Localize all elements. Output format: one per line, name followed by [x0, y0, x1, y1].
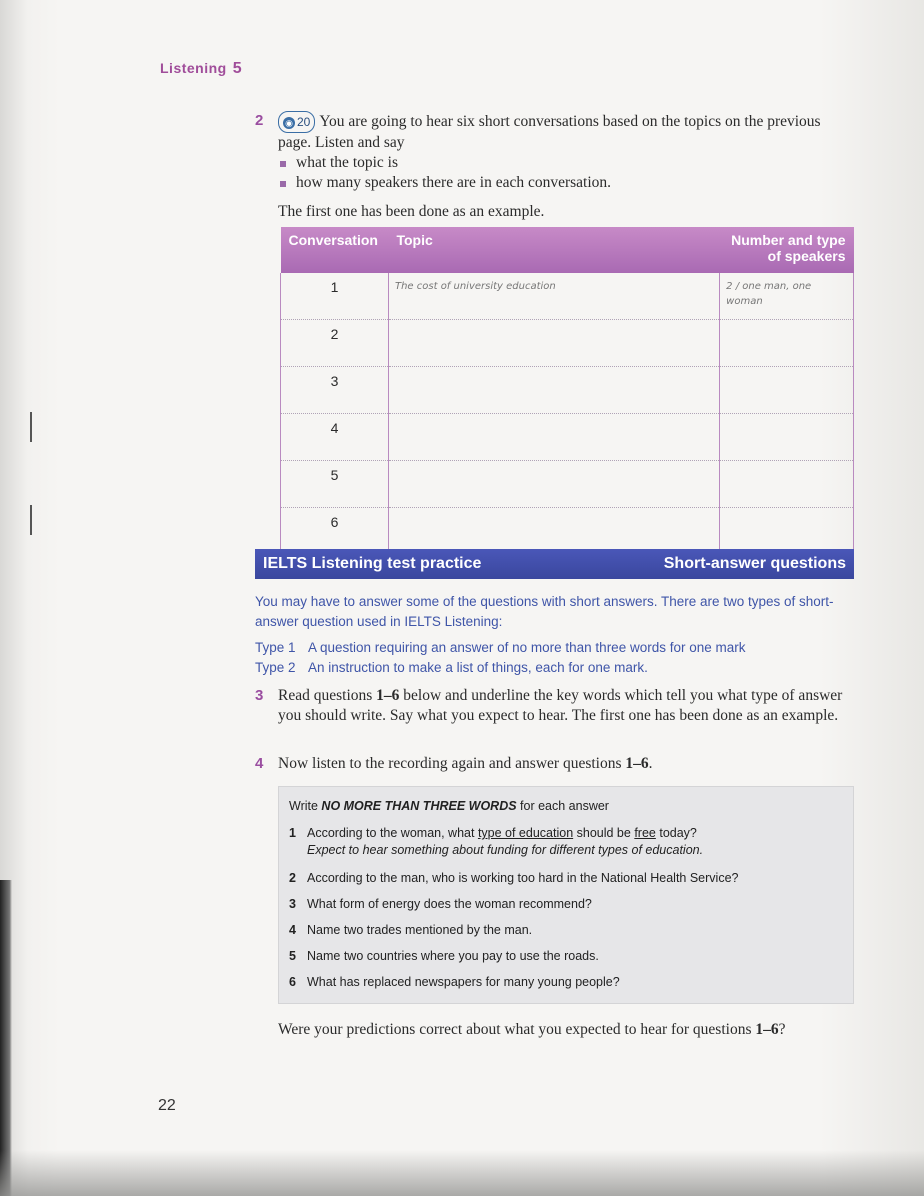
topic-cell[interactable] — [388, 273, 719, 320]
question-text: According to the woman, what — [307, 826, 478, 840]
question-number: 4 — [289, 923, 296, 937]
column-header-conversation: Conversation — [281, 227, 389, 273]
question-text: Name two countries where you pay to use the roads. — [307, 949, 599, 963]
type-label: Type 2 — [255, 660, 296, 675]
question-text: Name two trades mentioned by the man. — [307, 923, 533, 937]
conversation-number: 6 — [281, 508, 389, 555]
question-number-3: 3 — [255, 687, 264, 704]
type-text: A question requiring an answer of no more than three words for one mark — [308, 640, 746, 655]
short-answer-question — [289, 896, 592, 913]
question-number: 1 — [289, 826, 296, 840]
conversation-number: 1 — [281, 273, 389, 320]
bullet-item: what the topic is — [278, 153, 848, 173]
closing-question — [278, 1020, 848, 1040]
conversation-table — [280, 227, 854, 555]
conversation-number: 5 — [281, 461, 389, 508]
question-text: According to the man, who is working too hard in the National Health Service? — [307, 871, 739, 885]
type-item — [255, 658, 746, 678]
cd-icon: ◉ — [283, 117, 295, 129]
question-number: 3 — [289, 897, 296, 911]
example-hint: Expect to hear something about funding for different types of education. — [307, 843, 704, 857]
section-banner — [255, 549, 854, 579]
instruction-emphasis: NO MORE THAN THREE WORDS — [321, 799, 517, 813]
question-text: should be — [573, 826, 635, 840]
speakers-cell[interactable] — [720, 320, 854, 367]
bullet-item: how many speakers there are in each conversation. — [278, 173, 848, 193]
q3-range: 1–6 — [376, 687, 400, 704]
handwritten-answer: 2 / one man, one woman — [726, 281, 812, 307]
question-types — [255, 638, 746, 678]
question-number: 2 — [289, 871, 296, 885]
underlined-keyword: type of education — [477, 826, 574, 840]
topic-cell[interactable] — [388, 508, 719, 555]
q3-text-part: below and underline the key words which tell you what type of answer you should write. Say what you expect to hear. The first one has been done as an example. — [278, 687, 843, 724]
short-answer-question — [289, 974, 620, 991]
page-bottom-shadow — [0, 1150, 924, 1196]
box-instruction — [289, 799, 609, 813]
table-row — [281, 273, 854, 320]
conversation-number: 4 — [281, 414, 389, 461]
audio-track-number: 20 — [297, 115, 311, 129]
table-row — [281, 508, 854, 555]
closing-range: 1–6 — [755, 1021, 779, 1038]
conversation-number: 3 — [281, 367, 389, 414]
closing-text: Were your predictions correct about what you expected to hear for questions — [278, 1021, 756, 1038]
table-row — [281, 461, 854, 508]
q3-text-part: Read questions — [278, 687, 377, 704]
type-label: Type 1 — [255, 640, 296, 655]
speakers-cell[interactable] — [720, 367, 854, 414]
question-text: today? — [655, 826, 697, 840]
question-text: What has replaced newspapers for many young people? — [307, 975, 620, 989]
q4-text-part: Now listen to the recording again and answer questions — [278, 755, 626, 772]
question-number: 5 — [289, 949, 296, 963]
conversation-number: 2 — [281, 320, 389, 367]
page-number: 22 — [158, 1097, 176, 1114]
handwritten-answer: The cost of university education — [394, 281, 556, 292]
q4-range: 1–6 — [625, 755, 649, 772]
speakers-cell[interactable] — [720, 273, 854, 320]
topic-cell[interactable] — [388, 414, 719, 461]
question-text: What form of energy does the woman recommend? — [307, 897, 592, 911]
question-2-text: You are going to hear six short conversations based on the topics on the previous page. Listen and say — [278, 113, 821, 151]
question-4-text — [278, 754, 848, 774]
question-number: 6 — [289, 975, 296, 989]
banner-subtitle: Short-answer questions — [663, 555, 846, 572]
banner-title: IELTS Listening test practice — [263, 555, 482, 572]
speakers-cell[interactable] — [720, 461, 854, 508]
table-header-row — [281, 227, 854, 273]
question-box — [278, 786, 854, 1004]
type-item — [255, 638, 746, 658]
audio-track-badge[interactable] — [278, 111, 315, 133]
underlined-keyword: free — [634, 826, 656, 840]
question-number-2: 2 — [255, 112, 264, 129]
instruction-part: Write — [289, 799, 322, 813]
question-2-prompt — [278, 111, 848, 153]
intro-text: You may have to answer some of the questions with short answers. There are two types of short-answer question used in IELTS Listening: — [255, 594, 834, 629]
topic-cell[interactable] — [388, 367, 719, 414]
short-answer-question — [289, 922, 532, 939]
type-text: An instruction to make a list of things, each for one mark. — [308, 660, 648, 675]
q4-text-part: . — [648, 755, 653, 772]
table-row — [281, 320, 854, 367]
section-number: 5 — [232, 60, 243, 77]
question-2 — [278, 111, 848, 222]
table-row — [281, 367, 854, 414]
table-row — [281, 414, 854, 461]
margin-mark — [30, 505, 32, 535]
short-answer-question — [289, 825, 703, 859]
speakers-cell[interactable] — [720, 414, 854, 461]
instruction-part: for each answer — [516, 799, 609, 813]
example-note: The first one has been done as an example. — [278, 203, 545, 220]
column-header-speakers: Number and type of speakers — [720, 227, 854, 273]
question-number-4: 4 — [255, 755, 264, 772]
column-header-topic: Topic — [388, 227, 719, 273]
section-header — [160, 60, 242, 78]
topic-cell[interactable] — [388, 461, 719, 508]
book-spine-shadow — [0, 880, 12, 1196]
speakers-cell[interactable] — [720, 508, 854, 555]
question-2-bullets — [278, 153, 848, 193]
short-answer-question — [289, 870, 738, 887]
question-3-text — [278, 686, 848, 726]
section-title: Listening — [160, 60, 227, 76]
margin-mark — [30, 412, 32, 442]
closing-text: ? — [778, 1021, 786, 1038]
short-answer-question — [289, 948, 599, 965]
topic-cell[interactable] — [388, 320, 719, 367]
